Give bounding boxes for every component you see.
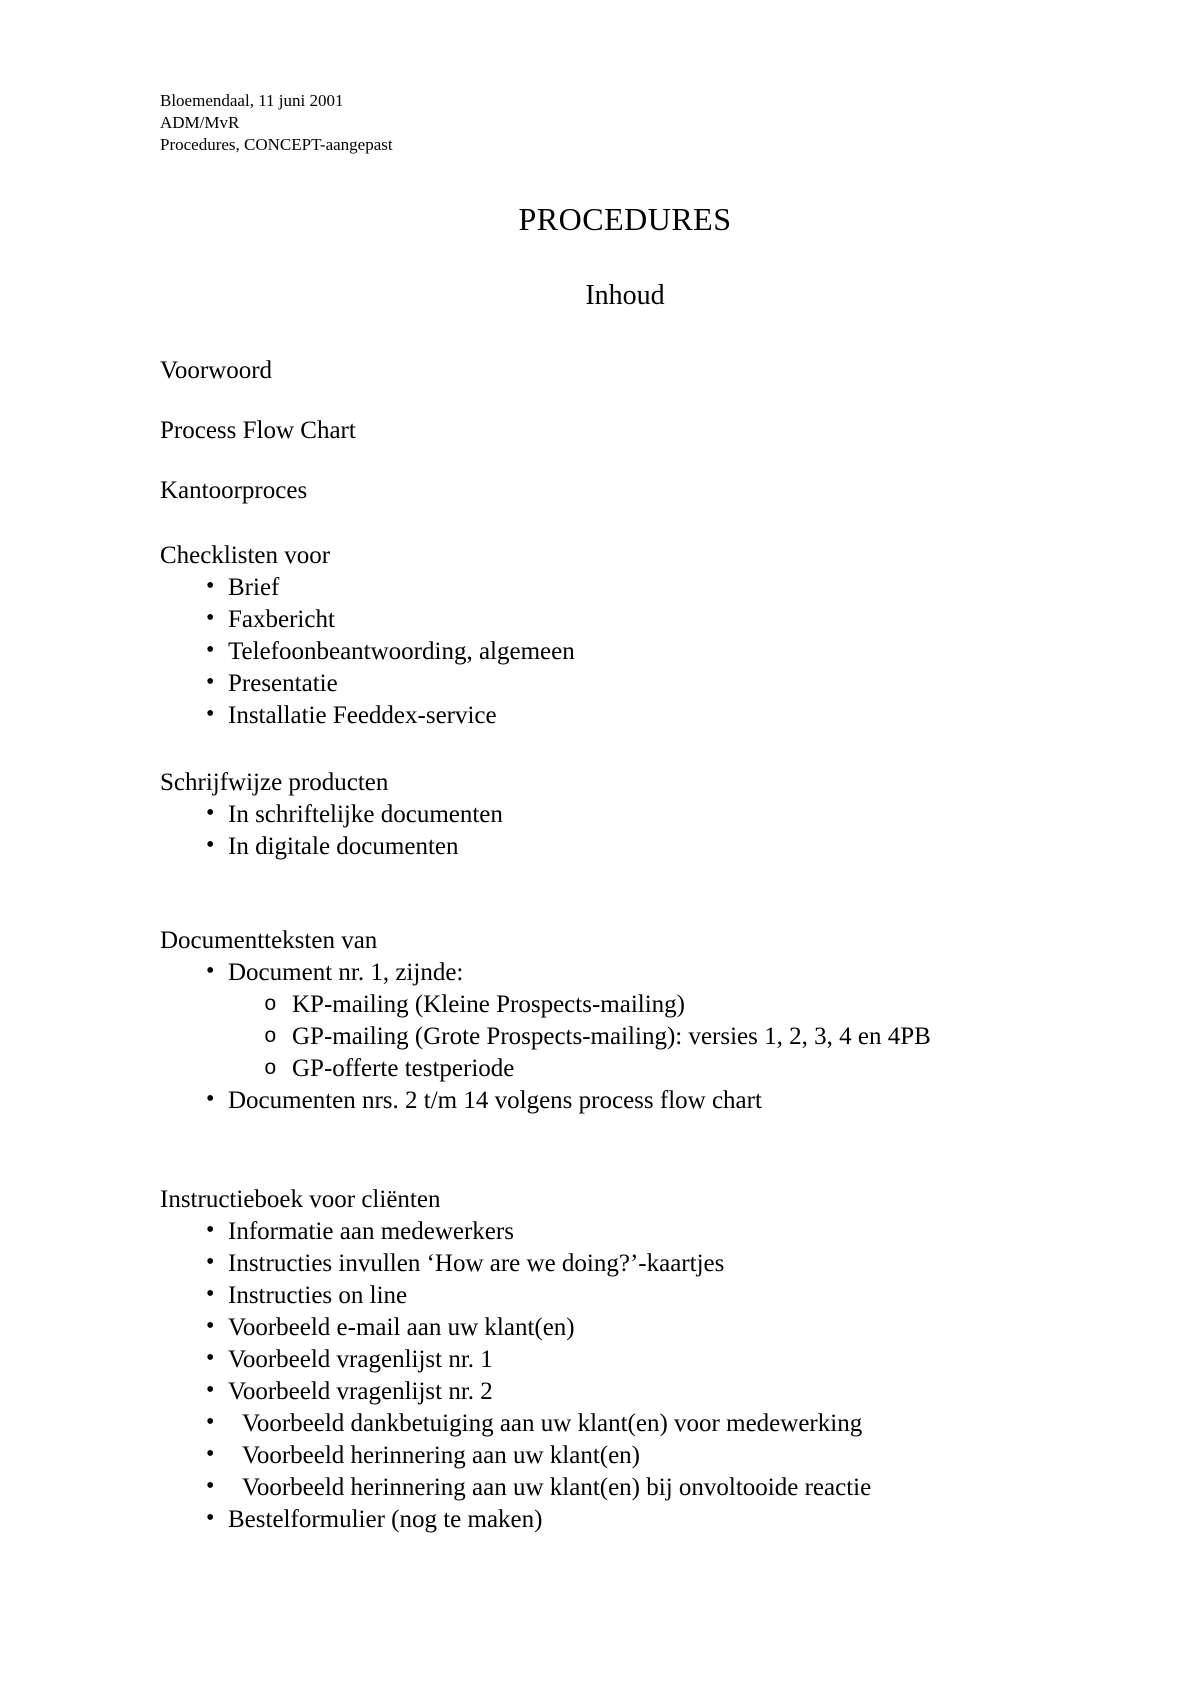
- bullet-icon: •: [206, 701, 215, 727]
- toc-item-text: Voorbeeld herinnering aan uw klant(en) bij onvoltooide reactie: [242, 1474, 872, 1501]
- toc-list-item: [160, 1085, 1090, 1117]
- bullet-icon: •: [206, 637, 215, 663]
- toc-item-text: Document nr. 1, zijnde:: [228, 959, 464, 986]
- toc-sublist-item: [160, 1021, 1090, 1053]
- toc-heading: Kantoorproces: [160, 477, 308, 504]
- bullet-icon: •: [206, 1313, 215, 1339]
- bullet-icon: •: [206, 1086, 215, 1112]
- toc-list-item: [160, 1344, 1090, 1376]
- bullet-icon: •: [206, 573, 215, 599]
- bullet-icon: •: [206, 1249, 215, 1275]
- toc-heading: Instructieboek voor cliënten: [160, 1186, 441, 1213]
- bullet-icon: •: [206, 1473, 215, 1499]
- circle-bullet-icon: o: [264, 994, 277, 1017]
- section-voorwoord: [160, 355, 1090, 387]
- toc-heading: Schrijfwijze producten: [160, 769, 389, 796]
- toc-item-text: GP-offerte testperiode: [292, 1055, 515, 1082]
- toc-sublist-item: [160, 989, 1090, 1021]
- toc-sublist-item: [160, 1053, 1090, 1085]
- section-schrijfwijze: [160, 767, 1090, 863]
- toc-item-text: In digitale documenten: [228, 833, 459, 860]
- toc-item-text: GP-mailing (Grote Prospects-mailing): versies 1, 2, 3, 4 en 4PB: [292, 1023, 931, 1050]
- toc-item-text: Presentatie: [228, 670, 338, 697]
- toc-list-item: [160, 831, 1090, 863]
- bullet-icon: •: [206, 1217, 215, 1243]
- circle-bullet-icon: o: [264, 1026, 277, 1049]
- toc-item-text: Instructies invullen ‘How are we doing?’-kaartjes: [228, 1250, 725, 1277]
- toc-heading: Checklisten voor: [160, 542, 331, 569]
- toc-list-item: [160, 1472, 1090, 1504]
- bullet-icon: •: [206, 958, 215, 984]
- toc-list-item: [160, 1248, 1090, 1280]
- toc-item-text: Telefoonbeantwoording, algemeen: [228, 638, 575, 665]
- toc-list-item: [160, 572, 1090, 604]
- toc-item-text: In schriftelijke documenten: [228, 801, 503, 828]
- header-line-date: Bloemendaal, 11 juni 2001: [160, 91, 344, 110]
- bullet-icon: •: [206, 1409, 215, 1435]
- toc-item-text: KP-mailing (Kleine Prospects-mailing): [292, 991, 685, 1018]
- toc-list-item: [160, 1376, 1090, 1408]
- toc-item-text: Voorbeeld herinnering aan uw klant(en): [242, 1442, 641, 1469]
- toc-list-item: [160, 1504, 1090, 1536]
- toc-item-text: Installatie Feeddex-service: [228, 702, 497, 729]
- toc-item-text: Informatie aan medewerkers: [228, 1218, 514, 1245]
- bullet-icon: •: [206, 1281, 215, 1307]
- header-line-subject: Procedures, CONCEPT-aangepast: [160, 135, 393, 154]
- bullet-icon: •: [206, 1377, 215, 1403]
- toc-item-text: Voorbeeld e-mail aan uw klant(en): [228, 1314, 575, 1341]
- toc-list-item: [160, 1216, 1090, 1248]
- toc-heading: Process Flow Chart: [160, 417, 356, 444]
- section-process-flow-chart: [160, 415, 1090, 447]
- toc-list-item: [160, 604, 1090, 636]
- toc-list-item: [160, 1440, 1090, 1472]
- bullet-icon: •: [206, 1441, 215, 1467]
- section-checklisten: [160, 540, 1090, 732]
- toc-item-text: Documenten nrs. 2 t/m 14 volgens process flow chart: [228, 1087, 762, 1114]
- toc-list-item: [160, 636, 1090, 668]
- toc-item-text: Faxbericht: [228, 606, 335, 633]
- toc-item-text: Instructies on line: [228, 1282, 408, 1309]
- toc-item-text: Voorbeeld vragenlijst nr. 2: [228, 1378, 493, 1405]
- toc-list-item: [160, 799, 1090, 831]
- section-instructieboek: [160, 1184, 1090, 1536]
- toc-item-text: Brief: [228, 574, 280, 601]
- bullet-icon: •: [206, 669, 215, 695]
- toc-item-text: Voorbeeld vragenlijst nr. 1: [228, 1346, 493, 1373]
- toc-heading: Voorwoord: [160, 357, 273, 384]
- bullet-icon: •: [206, 1505, 215, 1531]
- toc-title: Inhoud: [585, 280, 665, 311]
- document-header: [160, 0, 1090, 156]
- toc-list-item: [160, 1312, 1090, 1344]
- header-line-reference: ADM/MvR: [160, 113, 240, 132]
- circle-bullet-icon: o: [264, 1058, 277, 1081]
- section-kantoorproces: [160, 475, 1090, 507]
- toc-item-text: Voorbeeld dankbetuiging aan uw klant(en) voor medewerking: [242, 1410, 863, 1437]
- toc-list-item: [160, 668, 1090, 700]
- toc-list-item: [160, 1280, 1090, 1312]
- bullet-icon: •: [206, 1345, 215, 1371]
- document-title: PROCEDURES: [518, 201, 732, 237]
- bullet-icon: •: [206, 800, 215, 826]
- bullet-icon: •: [206, 605, 215, 631]
- toc-heading: Documentteksten van: [160, 927, 378, 954]
- section-documentteksten: [160, 925, 1090, 1117]
- bullet-icon: •: [206, 832, 215, 858]
- toc-list-item: [160, 700, 1090, 732]
- toc-list-item: [160, 957, 1090, 989]
- toc-item-text: Bestelformulier (nog te maken): [228, 1506, 543, 1533]
- toc-list-item: [160, 1408, 1090, 1440]
